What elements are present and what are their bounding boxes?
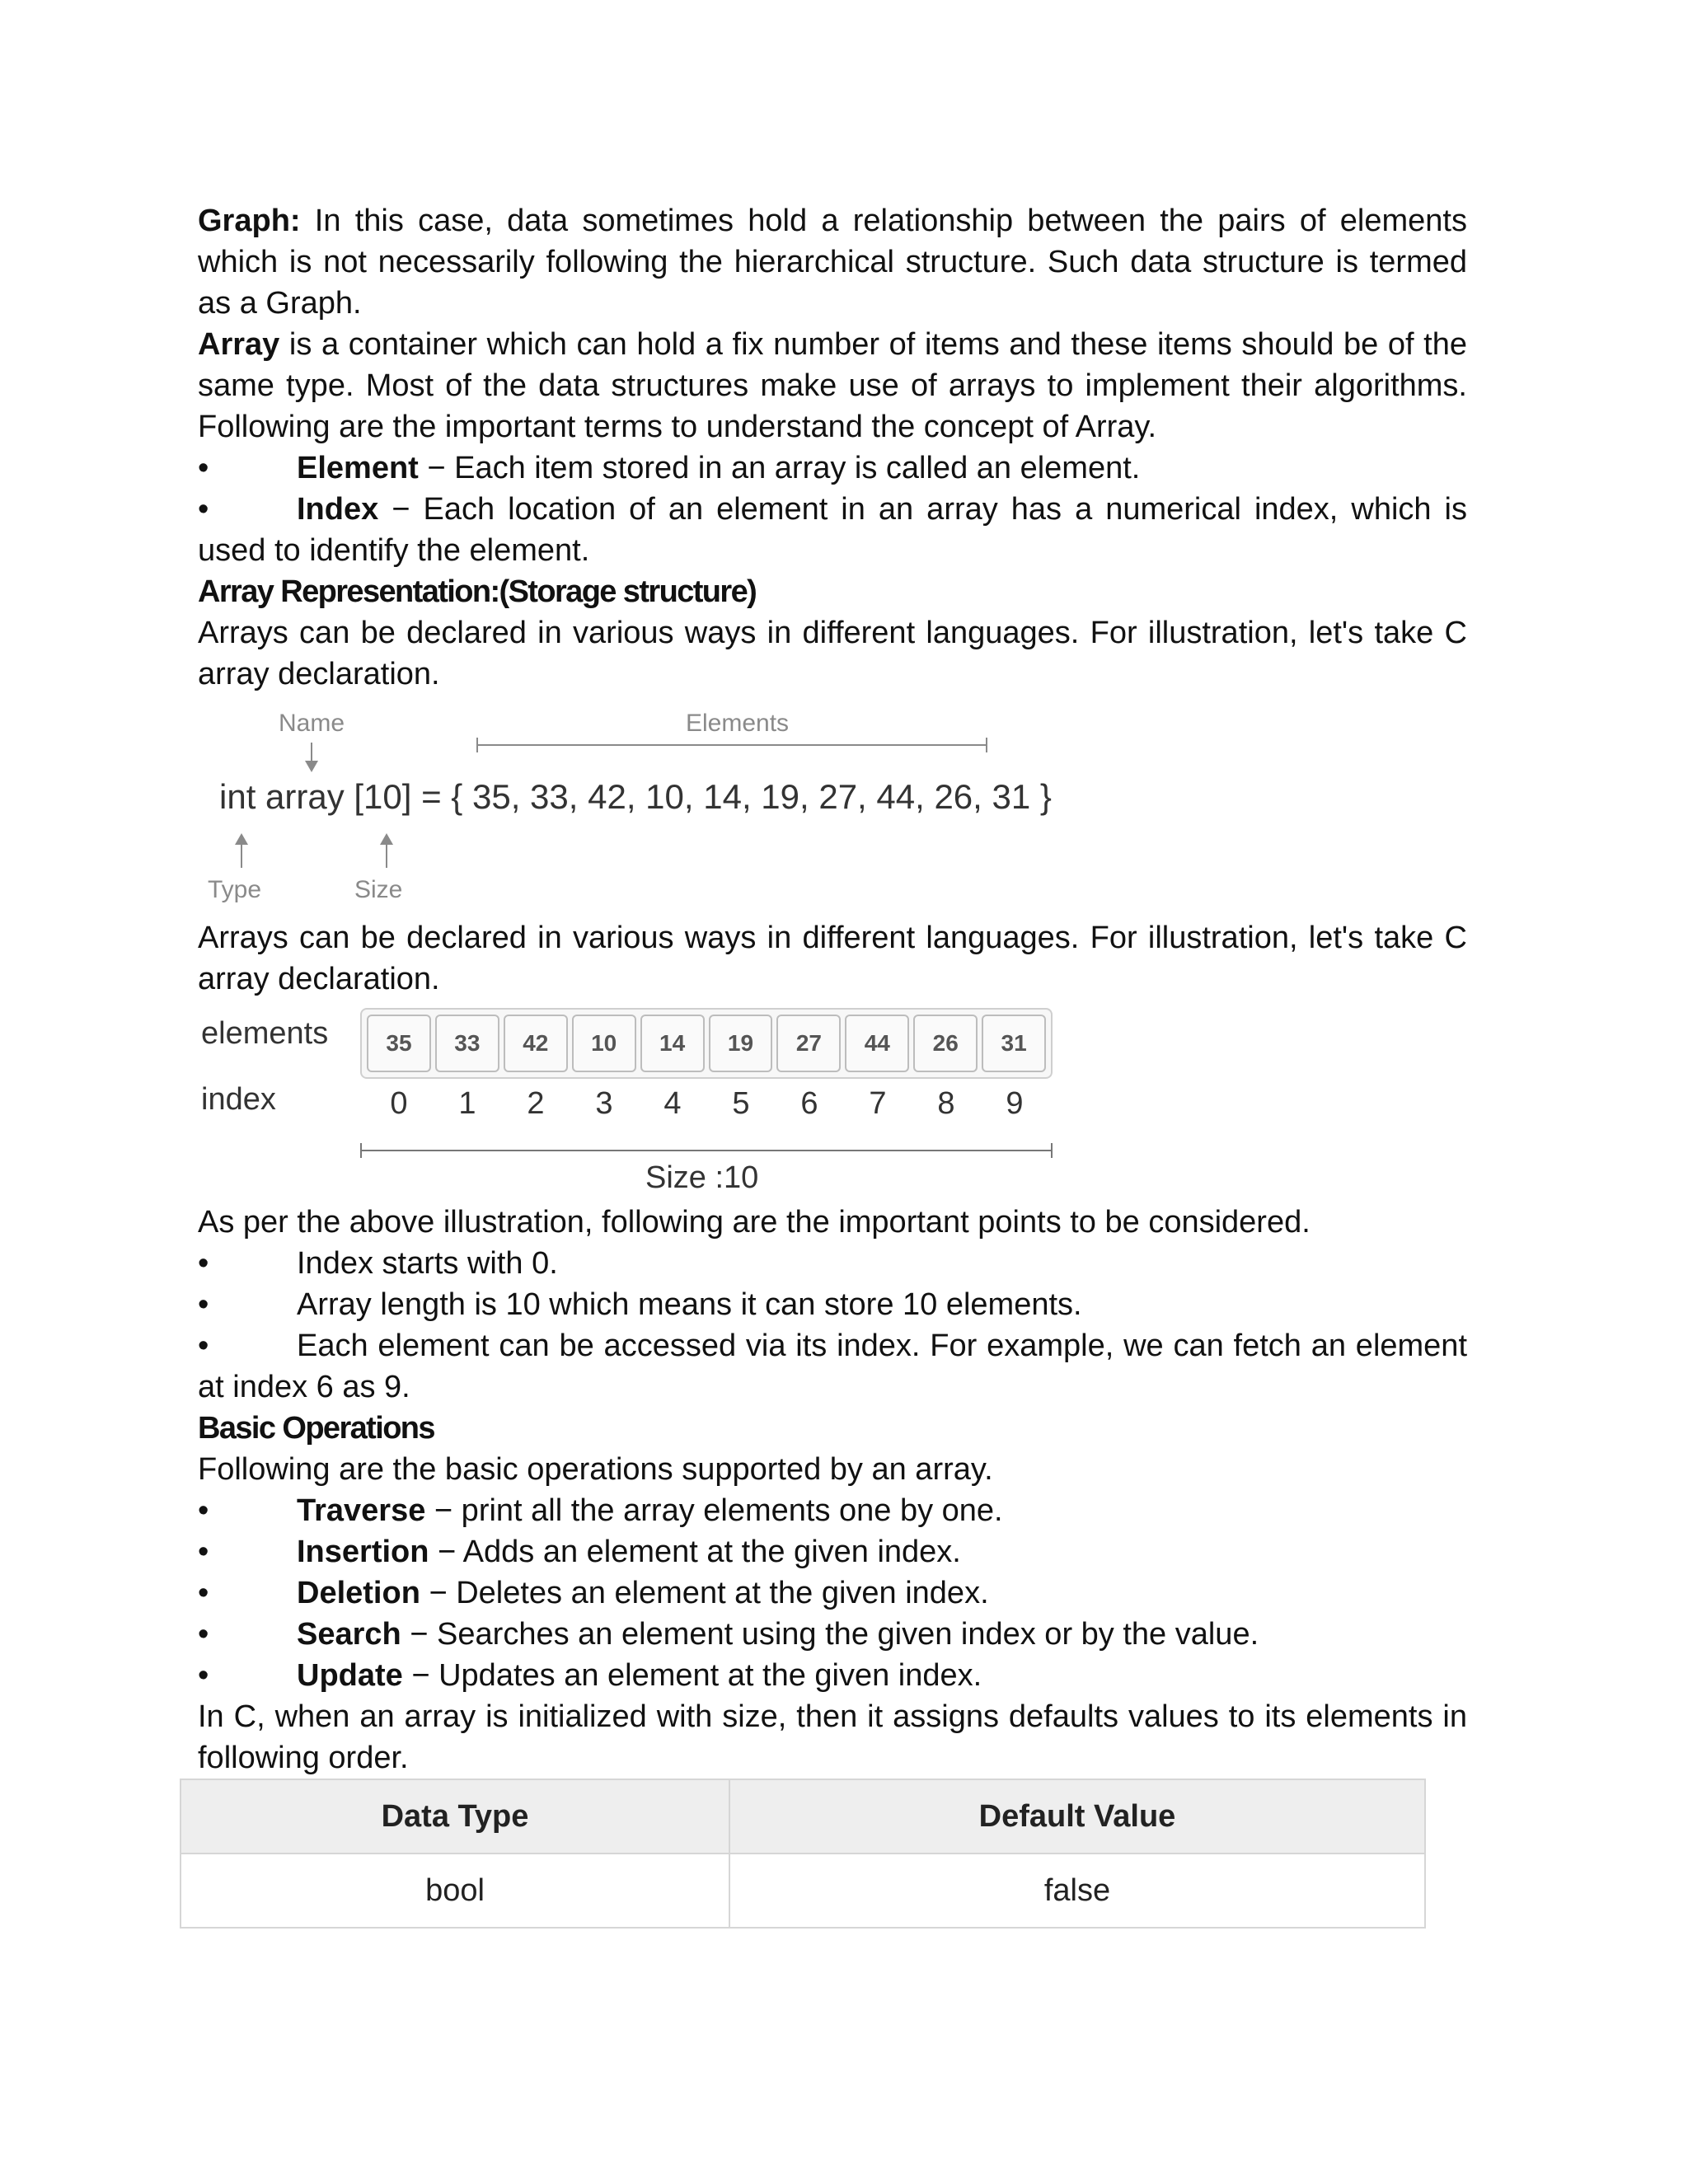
- element-cell: 27: [776, 1015, 841, 1072]
- operation-name: Update: [297, 1658, 403, 1693]
- elements-cells: [360, 1008, 1053, 1079]
- point-item: [198, 1243, 1467, 1284]
- defaults-intro: In C, when an array is initialized with size, then it assigns defaults values to its elements in following order.: [198, 1699, 1467, 1775]
- operation-item: [198, 1572, 1467, 1614]
- array-label: Array: [198, 327, 280, 362]
- array-intro-text: is a container which can hold a fix number of items and these items should be of the same type. Most of the data structures make use of arrays to implement their algorithms. Following are the important terms to understand the concept of Array.: [198, 327, 1467, 444]
- operation-name: Deletion: [297, 1576, 420, 1610]
- element-cell: 19: [709, 1015, 773, 1072]
- figure-size-label: Size: [354, 876, 403, 903]
- operation-item: [198, 1490, 1467, 1531]
- array-declaration-code: int array [10] = { 35, 33, 42, 10, 14, 19, 27, 44, 26, 31 }: [219, 777, 1052, 816]
- table-header: Data Type: [181, 1779, 729, 1854]
- term-index: [198, 489, 1467, 571]
- table-header: Default Value: [729, 1779, 1425, 1854]
- representation-heading: Array Representation:(Storage structure): [198, 574, 757, 609]
- operation-name: Traverse: [297, 1493, 426, 1528]
- graph-label: Graph:: [198, 204, 301, 238]
- element-cell: 35: [367, 1015, 431, 1072]
- representation2-text: Arrays can be declared in various ways in different languages. For illustration, let's take C array declaration.: [198, 921, 1467, 996]
- term-name: Index: [297, 492, 379, 527]
- table-cell: bool: [181, 1854, 729, 1928]
- element-cell: 44: [845, 1015, 909, 1072]
- element-cell: 14: [640, 1015, 705, 1072]
- array-declaration-figure: [198, 703, 1052, 917]
- bullet-icon: •: [198, 1246, 209, 1281]
- index-label: 7: [869, 1086, 887, 1121]
- points-intro: As per the above illustration, following are the important points to be considered.: [198, 1205, 1311, 1240]
- index-label: 0: [390, 1086, 408, 1121]
- document-page: [198, 200, 1467, 1908]
- size-bracket: [360, 1150, 1053, 1151]
- term-element: [198, 448, 1467, 489]
- operation-item: [198, 1614, 1467, 1655]
- bullet-icon: •: [198, 1617, 209, 1652]
- element-cell: 33: [435, 1015, 499, 1072]
- elements-bracket: [476, 744, 987, 746]
- element-cell: 26: [913, 1015, 978, 1072]
- defaults-table: [180, 1779, 1426, 1929]
- operation-item: [198, 1655, 1467, 1696]
- index-label: 3: [595, 1086, 613, 1121]
- representation-text: Arrays can be declared in various ways in different languages. For illustration, let's take C array declaration.: [198, 616, 1467, 691]
- index-label: 9: [1006, 1086, 1024, 1121]
- figure-type-label: Type: [208, 876, 262, 903]
- index-label: 4: [663, 1086, 682, 1121]
- array-intro-paragraph: [198, 324, 1467, 448]
- operation-desc: − Deletes an element at the given index.: [420, 1576, 989, 1610]
- index-label: 2: [527, 1086, 545, 1121]
- operation-desc: − Updates an element at the given index.: [402, 1658, 982, 1693]
- operation-desc: − Adds an element at the given index.: [429, 1535, 961, 1569]
- figure-elements-label: Elements: [686, 710, 790, 737]
- size-label: Size :10: [645, 1160, 759, 1195]
- index-label: 8: [937, 1086, 955, 1121]
- array-index-figure: [198, 1000, 1104, 1202]
- operation-desc: − print all the array elements one by one.: [425, 1493, 1003, 1528]
- index-row-label: index: [201, 1082, 276, 1117]
- point-item: [198, 1325, 1467, 1408]
- figure-name-label: Name: [279, 710, 345, 737]
- operation-name: Insertion: [297, 1535, 429, 1569]
- point-text: Index starts with 0.: [297, 1246, 558, 1281]
- element-cell: 42: [504, 1015, 568, 1072]
- point-text: Array length is 10 which means it can store 10 elements.: [297, 1287, 1082, 1322]
- bullet-icon: •: [198, 1329, 209, 1363]
- bullet-icon: •: [198, 1658, 209, 1693]
- table-row: [181, 1854, 1425, 1928]
- index-label: 5: [732, 1086, 750, 1121]
- type-arrow: [241, 843, 242, 868]
- size-arrow: [386, 843, 387, 868]
- operation-name: Search: [297, 1617, 401, 1652]
- graph-paragraph: [198, 200, 1467, 324]
- element-cell: 10: [572, 1015, 636, 1072]
- term-name: Element: [297, 451, 419, 485]
- index-label: 6: [800, 1086, 818, 1121]
- bullet-icon: •: [198, 1287, 209, 1322]
- operation-desc: − Searches an element using the given index or by the value.: [401, 1617, 1259, 1652]
- bullet-icon: •: [198, 1493, 209, 1528]
- bullet-icon: •: [198, 1576, 209, 1610]
- operations-heading: Basic Operations: [198, 1411, 434, 1446]
- term-desc: − Each item stored in an array is called an element.: [418, 451, 1141, 485]
- term-desc: − Each location of an element in an array has a numerical index, which is used to identify the element.: [198, 492, 1467, 568]
- point-item: [198, 1284, 1467, 1325]
- element-cell: 31: [982, 1015, 1046, 1072]
- graph-text: In this case, data sometimes hold a relationship between the pairs of elements which is not necessarily following the hierarchical structure. Such data structure is termed as a Graph.: [198, 204, 1467, 321]
- operations-intro: Following are the basic operations supported by an array.: [198, 1452, 993, 1487]
- bullet-icon: •: [198, 492, 209, 527]
- arrow-down-icon: [305, 761, 318, 772]
- elements-row-label: elements: [201, 1016, 329, 1051]
- table-cell: false: [729, 1854, 1425, 1928]
- index-label: 1: [458, 1086, 476, 1121]
- bullet-icon: •: [198, 1535, 209, 1569]
- table-header-row: [181, 1779, 1425, 1854]
- operation-item: [198, 1531, 1467, 1572]
- point-text: Each element can be accessed via its index. For example, we can fetch an element at index 6 as 9.: [198, 1329, 1467, 1404]
- bullet-icon: •: [198, 451, 209, 485]
